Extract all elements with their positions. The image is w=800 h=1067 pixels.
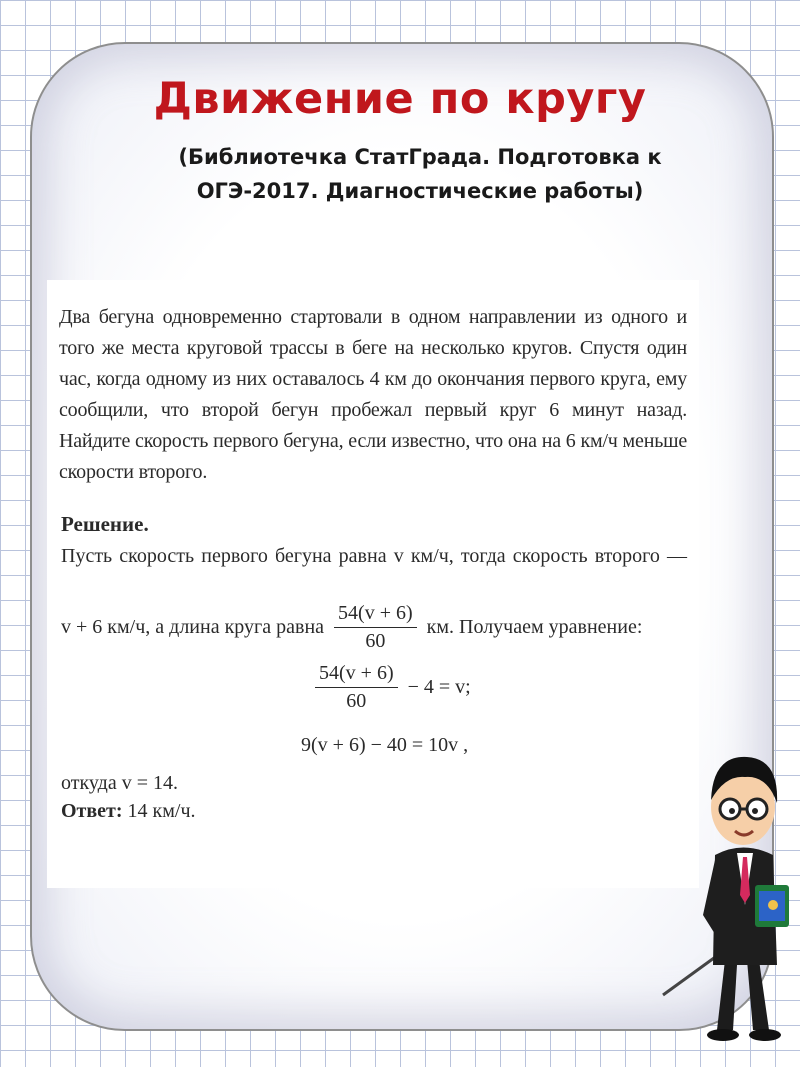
solution-line-2-start: v + 6 км/ч, а длина круга равна [61, 616, 325, 638]
problem-text: Два бегуна одновременно стартовали в одном направлении из одного и того же места круговой трассы в беге на несколько кругов. Спустя один час, когда одному из них оставалось 4 км до окончания первого круга, ему сообщили, что второй бегун пробежал первый круг 6 минут назад. Найдите скорость первого бегуна, если известно, что она на 6 км/ч меньше скорости второго. [59, 306, 687, 483]
right-shoe [749, 1029, 781, 1041]
subtitle-line-1: (Библиотечка СтатГрада. Подготовка к [178, 145, 662, 169]
solution-result: откуда v = 14. [61, 772, 178, 794]
left-leg [717, 960, 737, 1030]
teacher-illustration [655, 745, 800, 1045]
circle-length-fraction [334, 602, 417, 653]
solution-line-2-end: км. Получаем уравнение: [426, 616, 643, 638]
slide-title: Движение по кругу [153, 74, 647, 124]
equation-1-fraction [315, 662, 398, 713]
book-emblem [768, 900, 778, 910]
equation-1-denominator: 60 [346, 690, 367, 712]
left-shoe [707, 1029, 739, 1041]
fraction-denominator: 60 [365, 630, 386, 652]
fraction-numerator: 54(v + 6) [334, 602, 417, 628]
right-leg [747, 960, 769, 1030]
answer-label: Ответ: [61, 800, 123, 822]
equation-1-rest: − 4 = v; [407, 676, 471, 698]
equation-2: 9(v + 6) − 40 = 10v , [301, 734, 469, 756]
equation-1-numerator: 54(v + 6) [315, 662, 398, 688]
answer-value: 14 км/ч. [127, 800, 196, 822]
solution-line-2 [61, 602, 642, 653]
answer [61, 800, 196, 823]
solution-heading: Решение. [61, 512, 149, 536]
subtitle-line-2: ОГЭ-2017. Диагностические работы) [196, 179, 644, 203]
slide-subtitle [100, 140, 740, 208]
left-eye [729, 808, 735, 814]
solution-line-1: Пусть скорость первого бегуна равна v км/ч, тогда скорость второго — [61, 545, 687, 567]
right-eye [752, 808, 758, 814]
task-panel [47, 280, 699, 888]
equation-1 [305, 662, 471, 713]
